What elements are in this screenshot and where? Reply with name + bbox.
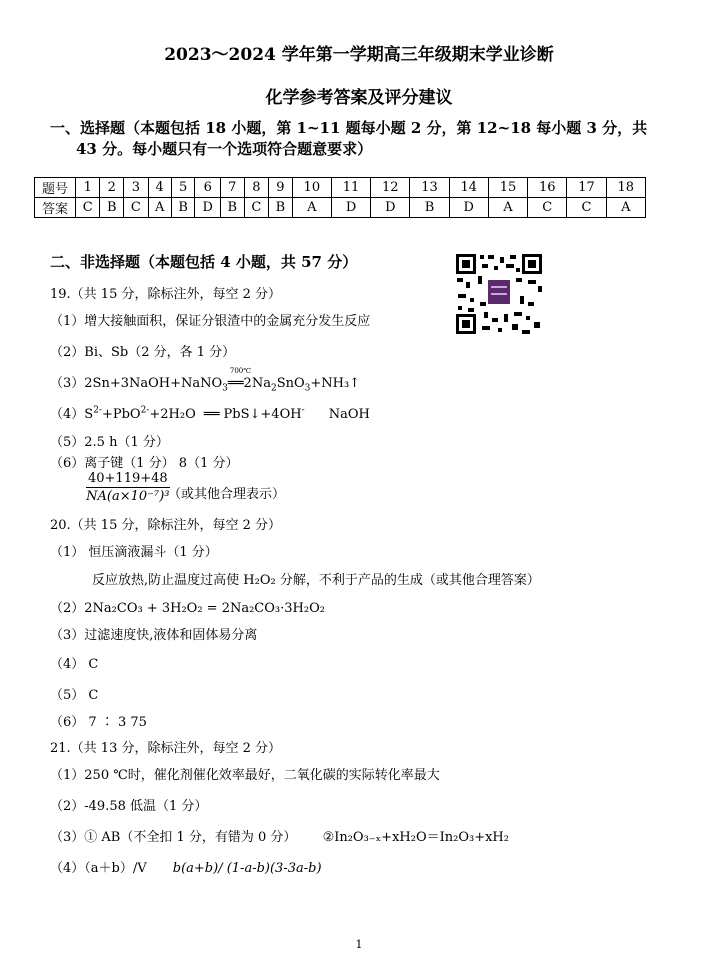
answer-table <box>34 177 646 218</box>
answer-table-q-label: 题号 <box>35 178 76 198</box>
answer-table-answer-cell: D <box>195 198 221 218</box>
answer-table-number-cell: 4 <box>148 178 171 198</box>
q20-answer-2: （2）2Na₂CO₃ + 3H₂O₂ = 2Na₂CO₃·3H₂O₂ <box>50 601 325 616</box>
answer-table-answer-cell: B <box>269 198 293 218</box>
answer-table-answer-cell: C <box>567 198 606 218</box>
q19-a4-arrow: ══ <box>203 407 220 422</box>
q20-answer-1: （1） 恒压滴液漏斗（1 分） <box>50 545 218 560</box>
q19-a4-naoh: NaOH <box>328 407 370 422</box>
document-title: 2023～2024 学年第一学期高三年级期末学业诊断 <box>164 45 554 65</box>
page-number: 1 <box>355 938 363 951</box>
answer-table-answer-cell: A <box>606 198 645 218</box>
q19-answer-4 <box>50 403 370 422</box>
q21-answer-4 <box>50 857 322 876</box>
q19-a3-cond-text: 700℃ <box>229 367 252 375</box>
q21-answer-3 <box>50 826 509 845</box>
q19-a3-prefix: （3）2Sn+3NaOH+NaNO <box>50 376 223 391</box>
q19-a3-sub3: 3 <box>304 383 311 394</box>
q21-header: 21.（共 13 分，除标注外，每空 2 分） <box>50 741 282 756</box>
answer-table-answer-cell: D <box>371 198 410 218</box>
q19-answer-1: （1）增大接触面积，保证分银渣中的金属充分发生反应 <box>50 314 371 329</box>
answer-table-number-cell: 14 <box>449 178 488 198</box>
answer-table-answer-row <box>35 198 646 218</box>
q19-a3-sub2: 2 <box>270 383 277 394</box>
answer-table-number-cell: 6 <box>195 178 221 198</box>
answer-table-answer-cell: D <box>331 198 370 218</box>
answer-table-number-cell: 7 <box>221 178 245 198</box>
q19-fraction-denominator: NA(a×10⁻⁷)³ <box>86 489 170 504</box>
answer-table-number-cell: 2 <box>100 178 124 198</box>
answer-table-answer-cell: B <box>100 198 124 218</box>
q21-a4-part1: （4）（a＋b）/V <box>50 861 147 876</box>
q20-answer-5: （5） C <box>50 688 99 703</box>
answer-table-number-cell: 10 <box>292 178 331 198</box>
section1-heading-line2: 43 分。每小题只有一个选项符合题意要求） <box>76 140 373 158</box>
q19-answer-5: （5）2.5 h（1 分） <box>50 435 169 450</box>
q19-a4-mid3: PbS↓+4OH <box>223 407 302 422</box>
answer-table-number-row <box>35 178 646 198</box>
q21-answer-2: （2）-49.58 低温（1 分） <box>50 799 208 814</box>
q19-fraction <box>86 471 170 504</box>
answer-table-number-cell: 9 <box>269 178 293 198</box>
q19-a4-sup2: 2- <box>140 405 150 416</box>
answer-table-number-cell: 16 <box>528 178 567 198</box>
q19-a4-sup1: 2- <box>93 405 102 416</box>
answer-table-a-label: 答案 <box>35 198 76 218</box>
section2-heading: 二、非选择题（本题包括 4 小题，共 57 分） <box>50 253 358 271</box>
answer-table-number-cell: 13 <box>410 178 449 198</box>
answer-table-number-cell: 11 <box>331 178 370 198</box>
q19-a3-mid2: SnO <box>276 376 305 391</box>
q19-fraction-note: （或其他合理表示） <box>168 487 286 502</box>
q19-a4-mid1: +PbO <box>101 407 141 422</box>
answer-table-answer-cell: C <box>124 198 148 218</box>
answer-table-answer-cell: B <box>171 198 195 218</box>
q19-fraction-numerator: 40+119+48 <box>88 471 168 486</box>
answer-table-number-cell: 17 <box>567 178 606 198</box>
q19-a4-sup3: - <box>301 405 305 416</box>
q19-a3-condition: 700℃ ══ <box>227 367 252 391</box>
q21-a3-part1: （3）① AB（不全扣 1 分，有错为 0 分） <box>50 830 297 845</box>
answer-table-answer-cell: A <box>148 198 171 218</box>
q21-a4-part2: b(a+b)/ (1-a-b)(3-3a-b) <box>172 861 322 876</box>
answer-table-answer-cell: C <box>76 198 100 218</box>
answer-table-answer-cell: B <box>221 198 245 218</box>
answer-table-answer-cell: B <box>410 198 449 218</box>
answer-table-number-cell: 12 <box>371 178 410 198</box>
q21-answer-1: （1）250 ℃时，催化剂催化效率最好，二氧化碳的实际转化率最大 <box>50 768 440 783</box>
answer-table-number-cell: 18 <box>606 178 645 198</box>
answer-table-number-cell: 3 <box>124 178 148 198</box>
q20-answer-1b: 反应放热,防止温度过高使 H₂O₂ 分解，不利于产品的生成（或其他合理答案） <box>92 573 540 588</box>
answer-table-number-cell: 15 <box>488 178 527 198</box>
q19-a4-mid2: +2H₂O <box>149 407 196 422</box>
q20-answer-3: （3）过滤速度快,液体和固体易分离 <box>50 628 258 643</box>
q21-a3-part2: ②In₂O₃₋ₓ+xH₂O＝In₂O₃+xH₂ <box>322 830 509 845</box>
answer-table-number-cell: 8 <box>244 178 268 198</box>
q19-a3-sub1: 3 <box>222 383 228 394</box>
q19-answer-6: （6）离子键（1 分） 8（1 分） <box>50 456 239 471</box>
answer-table-answer-cell: D <box>449 198 488 218</box>
answer-table-answer-cell: C <box>528 198 567 218</box>
q19-answer-3 <box>50 367 361 394</box>
q19-answer-2: （2）Bi、Sb（2 分，各 1 分） <box>50 345 236 360</box>
q19-header: 19.（共 15 分，除标注外，每空 2 分） <box>50 287 282 302</box>
q20-answer-6: （6） 7 ∶ 3 75 <box>50 715 147 730</box>
q19-a4-prefix: （4）S <box>50 407 94 422</box>
answer-table-answer-cell: C <box>244 198 268 218</box>
answer-table-number-cell: 1 <box>76 178 100 198</box>
answer-table-answer-cell: A <box>292 198 331 218</box>
qr-code-icon <box>454 252 544 336</box>
q20-answer-4: （4） C <box>50 657 99 672</box>
answer-table-answer-cell: A <box>488 198 527 218</box>
answer-table-number-cell: 5 <box>171 178 195 198</box>
q19-a3-mid: 2Na <box>243 376 271 391</box>
section1-heading-line1: 一、选择题（本题包括 18 小题，第 1~11 题每小题 2 分，第 12~18 每小题 3 分，共 <box>50 119 648 137</box>
q19-a3-end: +NH₃↑ <box>310 376 361 391</box>
q20-header: 20.（共 15 分，除标注外，每空 2 分） <box>50 518 282 533</box>
document-subtitle: 化学参考答案及评分建议 <box>265 88 453 108</box>
